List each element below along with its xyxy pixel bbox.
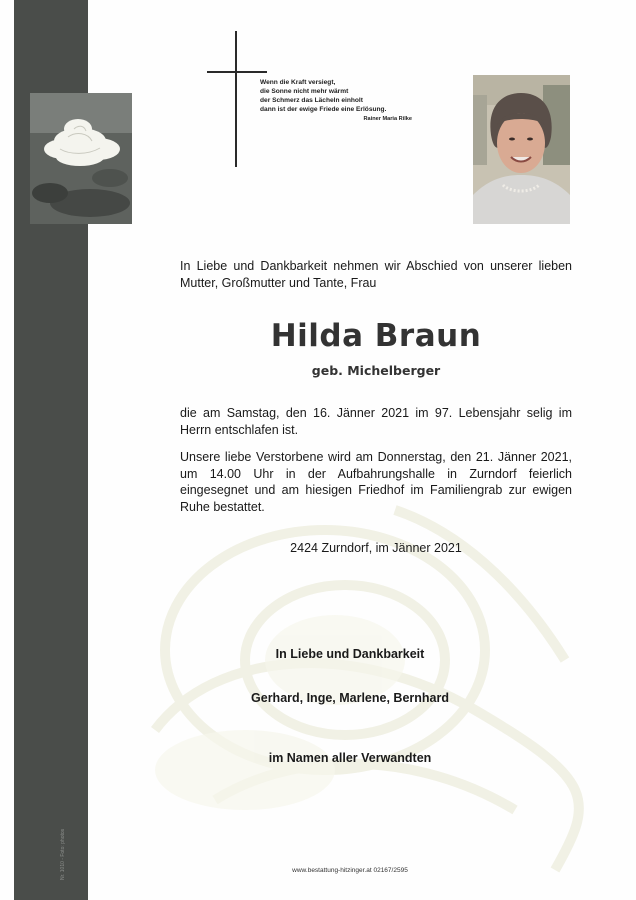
rose-photo: [30, 93, 132, 224]
poem: [260, 78, 430, 124]
closing-line: In Liebe und Dankbarkeit: [275, 647, 425, 661]
closing-relatives: im Namen aller Verwandten: [268, 751, 432, 765]
poem-line: der Schmerz das Lächeln einholt: [260, 97, 363, 104]
poem-line: dann ist der ewige Friede eine Erlösung.: [260, 106, 387, 113]
poem-author: Rainer Maria Rilke: [363, 116, 412, 122]
deceased-name: Hilda Braun: [270, 318, 482, 354]
poem-line: die Sonne nicht mehr wärmt: [260, 88, 349, 95]
maiden-name: geb. Michelberger: [311, 363, 441, 378]
cross-icon: [207, 31, 267, 167]
portrait-photo: [473, 75, 570, 224]
mourners-names: Gerhard, Inge, Marlene, Bernhard: [251, 691, 449, 705]
death-notice-paragraph: die am Samstag, den 16. Jänner 2021 im 97. Lebensjahr selig im Herrn entschlafen ist.: [180, 406, 572, 437]
side-credit: Nr. 1010 - Foto: photos: [60, 828, 66, 880]
poem-line: Wenn die Kraft versiegt,: [260, 79, 336, 86]
funeral-details-paragraph: Unsere liebe Verstorbene wird am Donnerstag, den 21. Jänner 2021, um 14.00 Uhr in der Aufbahrungshalle in Zurndorf feierlich eingesegnet und am hiesigen Friedhof im Familiengrab zur ewigen Ruhe bestattet.: [180, 450, 572, 514]
funeral-home-footer: www.bestattung-hitzinger.at 02167/2595: [292, 867, 408, 874]
intro-text: In Liebe und Dankbarkeit nehmen wir Abschied von unserer lieben Mutter, Großmutter und Tante, Frau: [180, 259, 572, 290]
rose-watermark: [95, 470, 636, 900]
place-date: 2424 Zurndorf, im Jänner 2021: [290, 541, 462, 555]
